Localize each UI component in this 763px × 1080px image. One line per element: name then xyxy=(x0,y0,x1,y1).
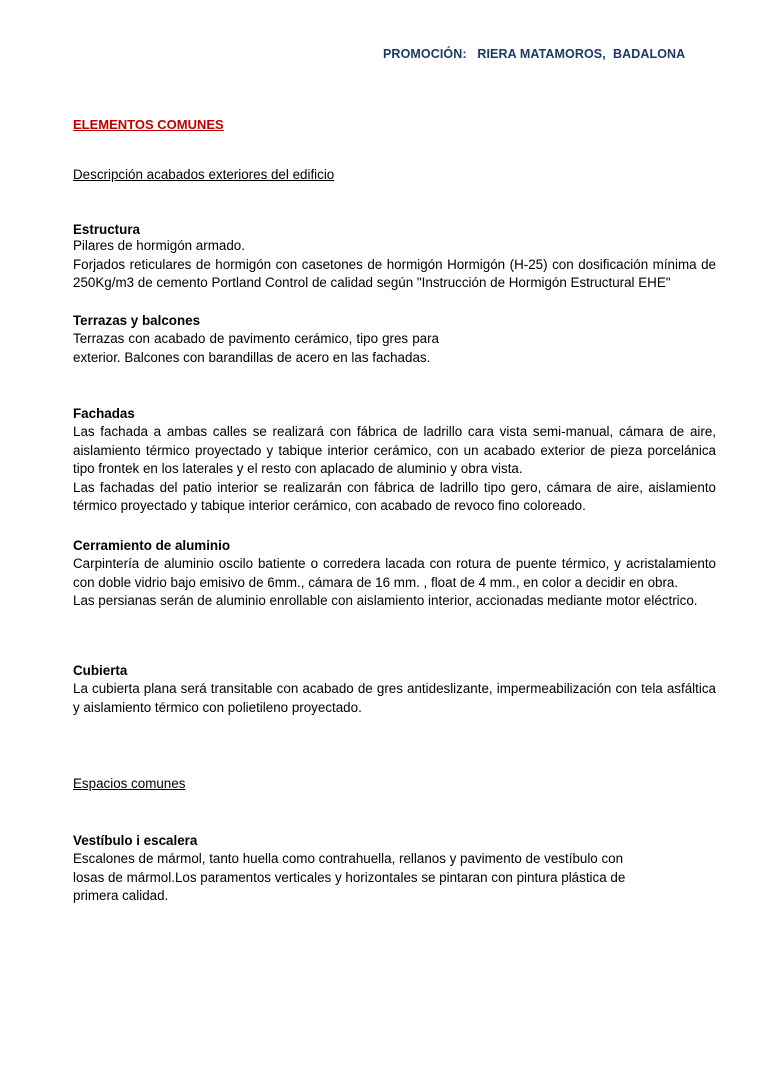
document-header xyxy=(383,45,685,63)
fachadas-line-2: Las fachadas del patio interior se realizarán con fábrica de ladrillo tipo gero, cámara de aire, aislamiento térmico proyectado y tabique interior cerámico, con acabado de revoco fino coloreado. xyxy=(73,479,716,513)
estructura-title: Estructura xyxy=(73,222,140,237)
terrazas-title: Terrazas y balcones xyxy=(73,313,201,328)
cubierta-title: Cubierta xyxy=(73,663,128,678)
cubierta-text: La cubierta plana será transitable con acabado de gres antideslizante, impermeabilización con tela asfáltica y aislamiento térmico con polietileno proyectado. xyxy=(73,681,716,715)
vestibulo-title: Vestíbulo i escalera xyxy=(73,833,198,848)
subhead-exterior: Descripción acabados exteriores del edificio xyxy=(73,167,335,182)
vestibulo-line-1: Escalones de mármol, tanto huella como contrahuella, rellanos y pavimento de vestíbulo con xyxy=(73,851,624,866)
terrazas-text: Terrazas con acabado de pavimento cerámico, tipo gres para exterior. Balcones con barandillas de acero en las fachadas. xyxy=(73,331,439,365)
terrazas-block xyxy=(73,312,439,367)
vestibulo-block xyxy=(73,832,716,906)
cerramiento-block xyxy=(73,537,716,611)
cerramiento-title: Cerramiento de aluminio xyxy=(73,538,231,553)
vestibulo-line-3: primera calidad. xyxy=(73,888,169,903)
fachadas-block xyxy=(73,405,716,516)
cubierta-block xyxy=(73,662,716,717)
cerramiento-line-1: Carpintería de aluminio oscilo batiente o corredera lacada con rotura de puente térmico, y acristalamiento con doble vidrio bajo emisivo de 6mm., cámara de 16 mm. , float de 4 mm., en color a decidir en obra. xyxy=(73,556,716,590)
estructura-line-2: Forjados reticulares de hormigón con casetones de hormigón Hormigón (H-25) con dosificación mínima de 250Kg/m3 de cemento Portland Control de calidad según "Instrucción de Hormigón Estructural EHE" xyxy=(73,256,716,290)
fachadas-line-1: Las fachada a ambas calles se realizará con fábrica de ladrillo cara vista semi-manual, cámara de aire, aislamiento térmico proyectado y tabique interior cerámico, con un acabado exterior de pieza porcelánica tipo frontek en los laterales y el resto con aplacado de aluminio y obra vista. xyxy=(73,424,716,476)
cerramiento-line-2: Las persianas serán de aluminio enrollable con aislamiento interior, accionadas mediante motor eléctrico. xyxy=(73,593,698,608)
promo-label: PROMOCIÓN: xyxy=(383,47,467,61)
section-title: ELEMENTOS COMUNES xyxy=(73,117,224,132)
subhead-common: Espacios comunes xyxy=(73,776,186,791)
vestibulo-line-2: losas de mármol.Los paramentos verticales y horizontales se pintaran con pintura plástica de xyxy=(73,869,626,885)
estructura-block xyxy=(73,221,716,293)
fachadas-title: Fachadas xyxy=(73,406,135,421)
promo-value: RIERA MATAMOROS, BADALONA xyxy=(477,47,686,61)
estructura-line-1: Pilares de hormigón armado. xyxy=(73,238,245,253)
